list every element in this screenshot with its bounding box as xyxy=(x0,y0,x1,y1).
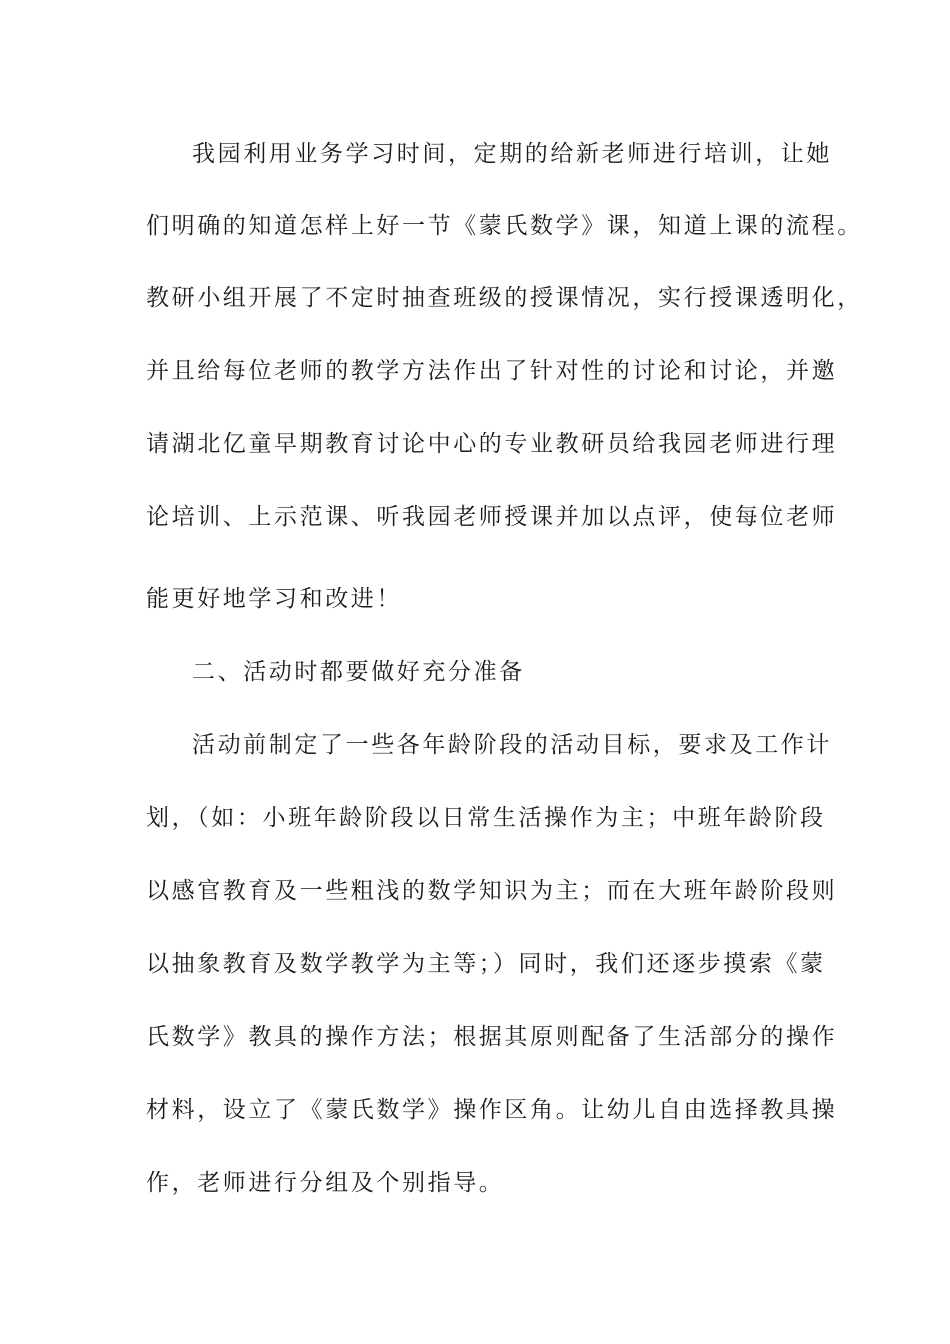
paragraph-2-line-4: 以抽象教育及数学教学为主等；）同时，我们还逐步摸索《蒙 xyxy=(146,951,826,977)
paragraph-1-line-3: 教研小组开展了不定时抽查班级的授课情况，实行授课透明化， xyxy=(146,285,863,311)
paragraph-2-line-5: 氏数学》教具的操作方法；根据其原则配备了生活部分的操作 xyxy=(146,1024,838,1050)
paragraph-2-line-2: 划，（如：小班年龄阶段以日常生活操作为主；中班年龄阶段 xyxy=(146,805,826,831)
paragraph-2-line-7: 作，老师进行分组及个别指导。 xyxy=(146,1170,505,1196)
paragraph-2-line-3: 以感官教育及一些粗浅的数学知识为主；而在大班年龄阶段则 xyxy=(146,878,838,904)
paragraph-1-line-1: 我园利用业务学习时间，定期的给新老师进行培训，让她 xyxy=(192,141,832,167)
paragraph-1-line-4: 并且给每位老师的教学方法作出了针对性的讨论和讨论，并邀 xyxy=(146,358,838,384)
section-heading: 二、活动时都要做好充分准备 xyxy=(192,659,525,685)
paragraph-1-line-6: 论培训、上示范课、听我园老师授课并加以点评，使每位老师 xyxy=(146,504,838,530)
paragraph-1-line-2: 们明确的知道怎样上好一节《蒙氏数学》课，知道上课的流程。 xyxy=(146,213,863,239)
paragraph-2-line-6: 材料，设立了《蒙氏数学》操作区角。让幼儿自由选择教具操 xyxy=(146,1097,838,1123)
paragraph-2-line-1: 活动前制定了一些各年龄阶段的活动目标，要求及工作计 xyxy=(192,732,832,758)
paragraph-1-line-7: 能更好地学习和改进！ xyxy=(146,586,402,612)
paragraph-1-line-5: 请湖北亿童早期教育讨论中心的专业教研员给我园老师进行理 xyxy=(146,431,838,457)
